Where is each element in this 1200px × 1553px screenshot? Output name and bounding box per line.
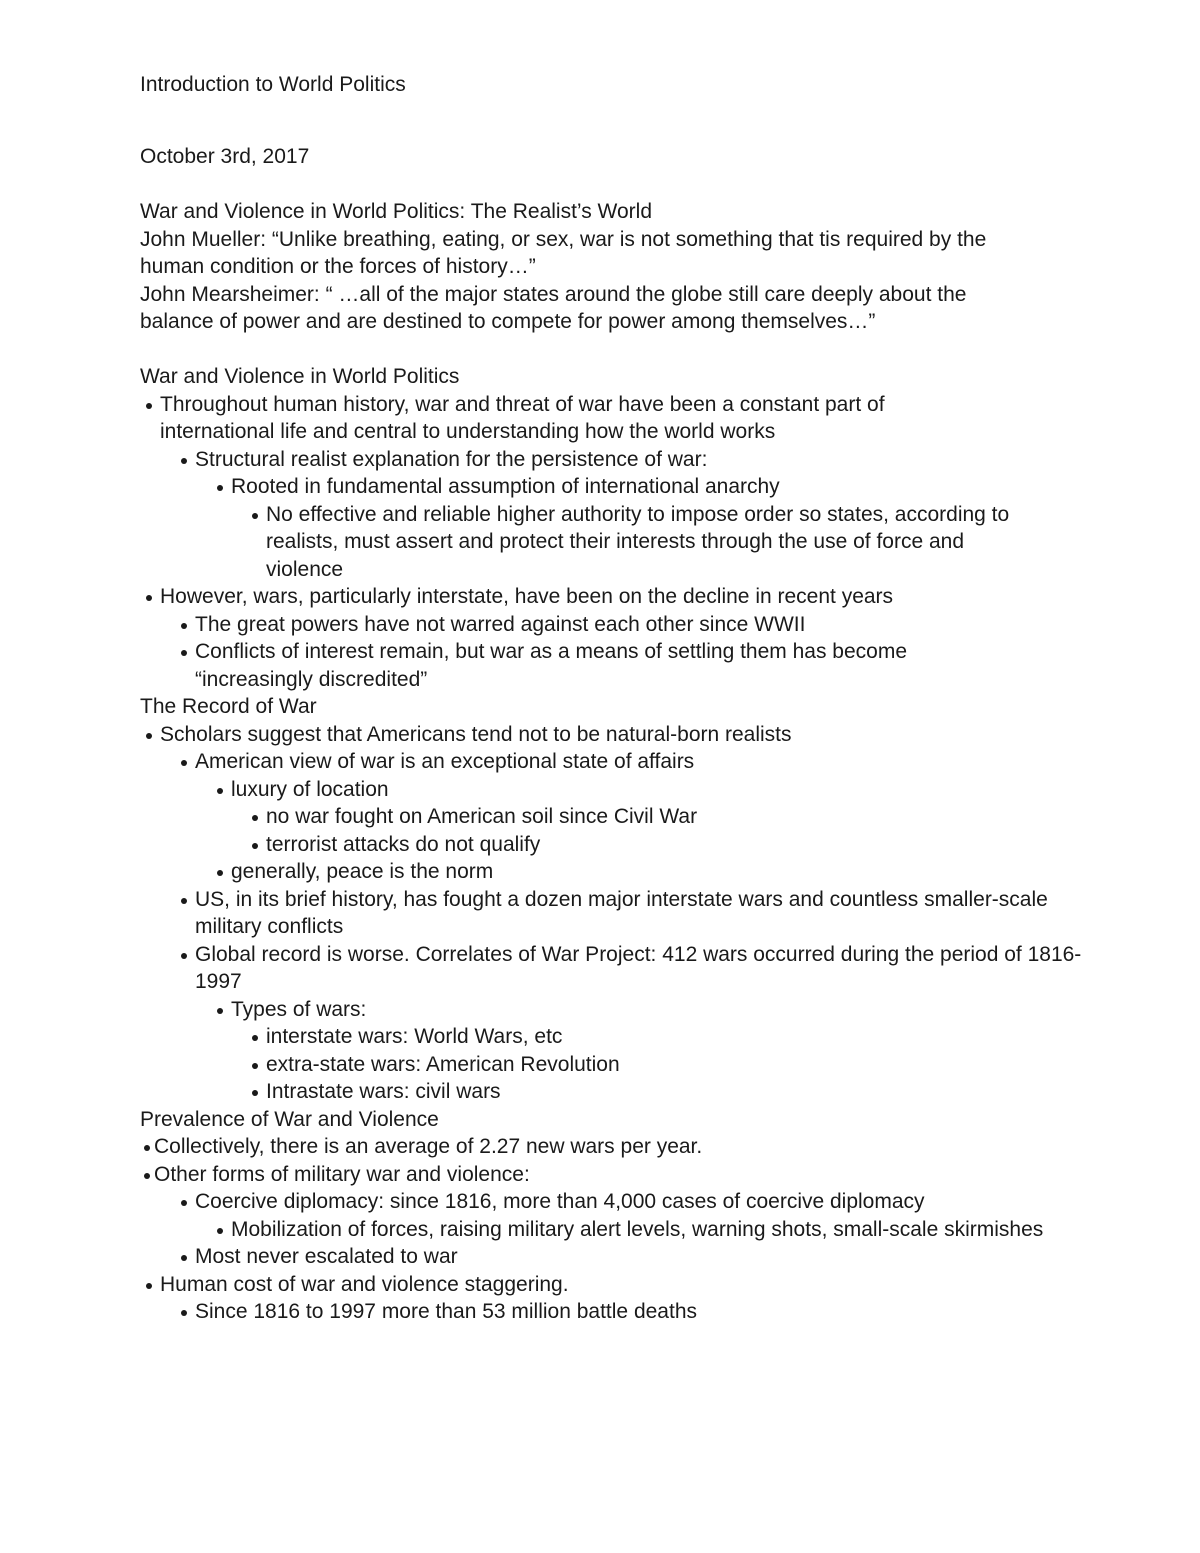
section-heading-record-of-war: The Record of War — [140, 695, 317, 718]
list-item: Conflicts of interest remain, but war as a means of settling them has become “increasingly discredited” — [140, 638, 1025, 693]
section-heading-prevalence: Prevalence of War and Violence — [140, 1107, 439, 1131]
list-item: However, wars, particularly interstate, have been on the decline in recent years — [140, 583, 1070, 611]
section-heading-realists-world: War and Violence in World Politics: The Realist’s World — [140, 200, 652, 223]
list-item: Types of wars: — [140, 996, 1070, 1024]
mueller-quote-line-2: human condition or the forces of history…” — [140, 255, 536, 278]
list-item: no war fought on American soil since Civil War — [140, 803, 1070, 831]
list-item: Coercive diplomacy: since 1816, more than 4,000 cases of coercive diplomacy — [140, 1188, 1070, 1216]
document-page — [140, 71, 1082, 1326]
list-item: Since 1816 to 1997 more than 53 million battle deaths — [140, 1298, 1070, 1326]
list-item: generally, peace is the norm — [140, 858, 1070, 886]
list-item: Other forms of military war and violence: — [140, 1161, 1070, 1189]
mearsheimer-quote-line-1: John Mearsheimer: “ …all of the major states around the globe still care deeply about the — [140, 282, 967, 306]
war-violence-bullet-list — [140, 391, 1070, 694]
list-item: Structural realist explanation for the persistence of war: — [140, 446, 1070, 474]
list-item: interstate wars: World Wars, etc — [140, 1023, 1070, 1051]
document-title: Introduction to World Politics — [140, 73, 406, 96]
section-heading-war-and-violence: War and Violence in World Politics — [140, 365, 460, 388]
list-item: Most never escalated to war — [140, 1243, 1070, 1271]
list-item: Scholars suggest that Americans tend not to be natural-born realists — [140, 721, 1070, 749]
list-item: Throughout human history, war and threat of war have been a constant part of international life and central to understanding how the world works — [140, 391, 960, 446]
list-item: terrorist attacks do not qualify — [140, 831, 1070, 859]
list-item: Collectively, there is an average of 2.27 new wars per year. — [140, 1133, 1070, 1161]
list-item: The great powers have not warred against each other since WWII — [140, 611, 1070, 639]
lecture-date: October 3rd, 2017 — [140, 144, 310, 168]
list-item: Human cost of war and violence staggering. — [140, 1271, 1070, 1299]
mearsheimer-quote-line-2: balance of power and are destined to compete for power among themselves…” — [140, 310, 876, 333]
prevalence-bullet-list — [140, 1133, 1070, 1326]
list-item: Intrastate wars: civil wars — [140, 1078, 1070, 1106]
list-item: No effective and reliable higher authority to impose order so states, according to realists, must assert and protect their interests through the use of force and violence — [140, 501, 1046, 584]
list-item: extra-state wars: American Revolution — [140, 1051, 1070, 1079]
list-item: US, in its brief history, has fought a dozen major interstate wars and countless smaller-scale military conflicts — [140, 886, 1115, 941]
list-item: luxury of location — [140, 776, 1070, 804]
list-item: Mobilization of forces, raising military alert levels, warning shots, small-scale skirmishes — [140, 1216, 1101, 1244]
list-item: American view of war is an exceptional state of affairs — [140, 748, 1070, 776]
record-of-war-bullet-list — [140, 721, 1082, 1106]
list-item: Rooted in fundamental assumption of international anarchy — [140, 473, 1070, 501]
list-item: Global record is worse. Correlates of War Project: 412 wars occurred during the period of 1816-1997 — [140, 941, 1115, 996]
mueller-quote-line-1: John Mueller: “Unlike breathing, eating, or sex, war is not something that tis required by the — [140, 227, 987, 251]
